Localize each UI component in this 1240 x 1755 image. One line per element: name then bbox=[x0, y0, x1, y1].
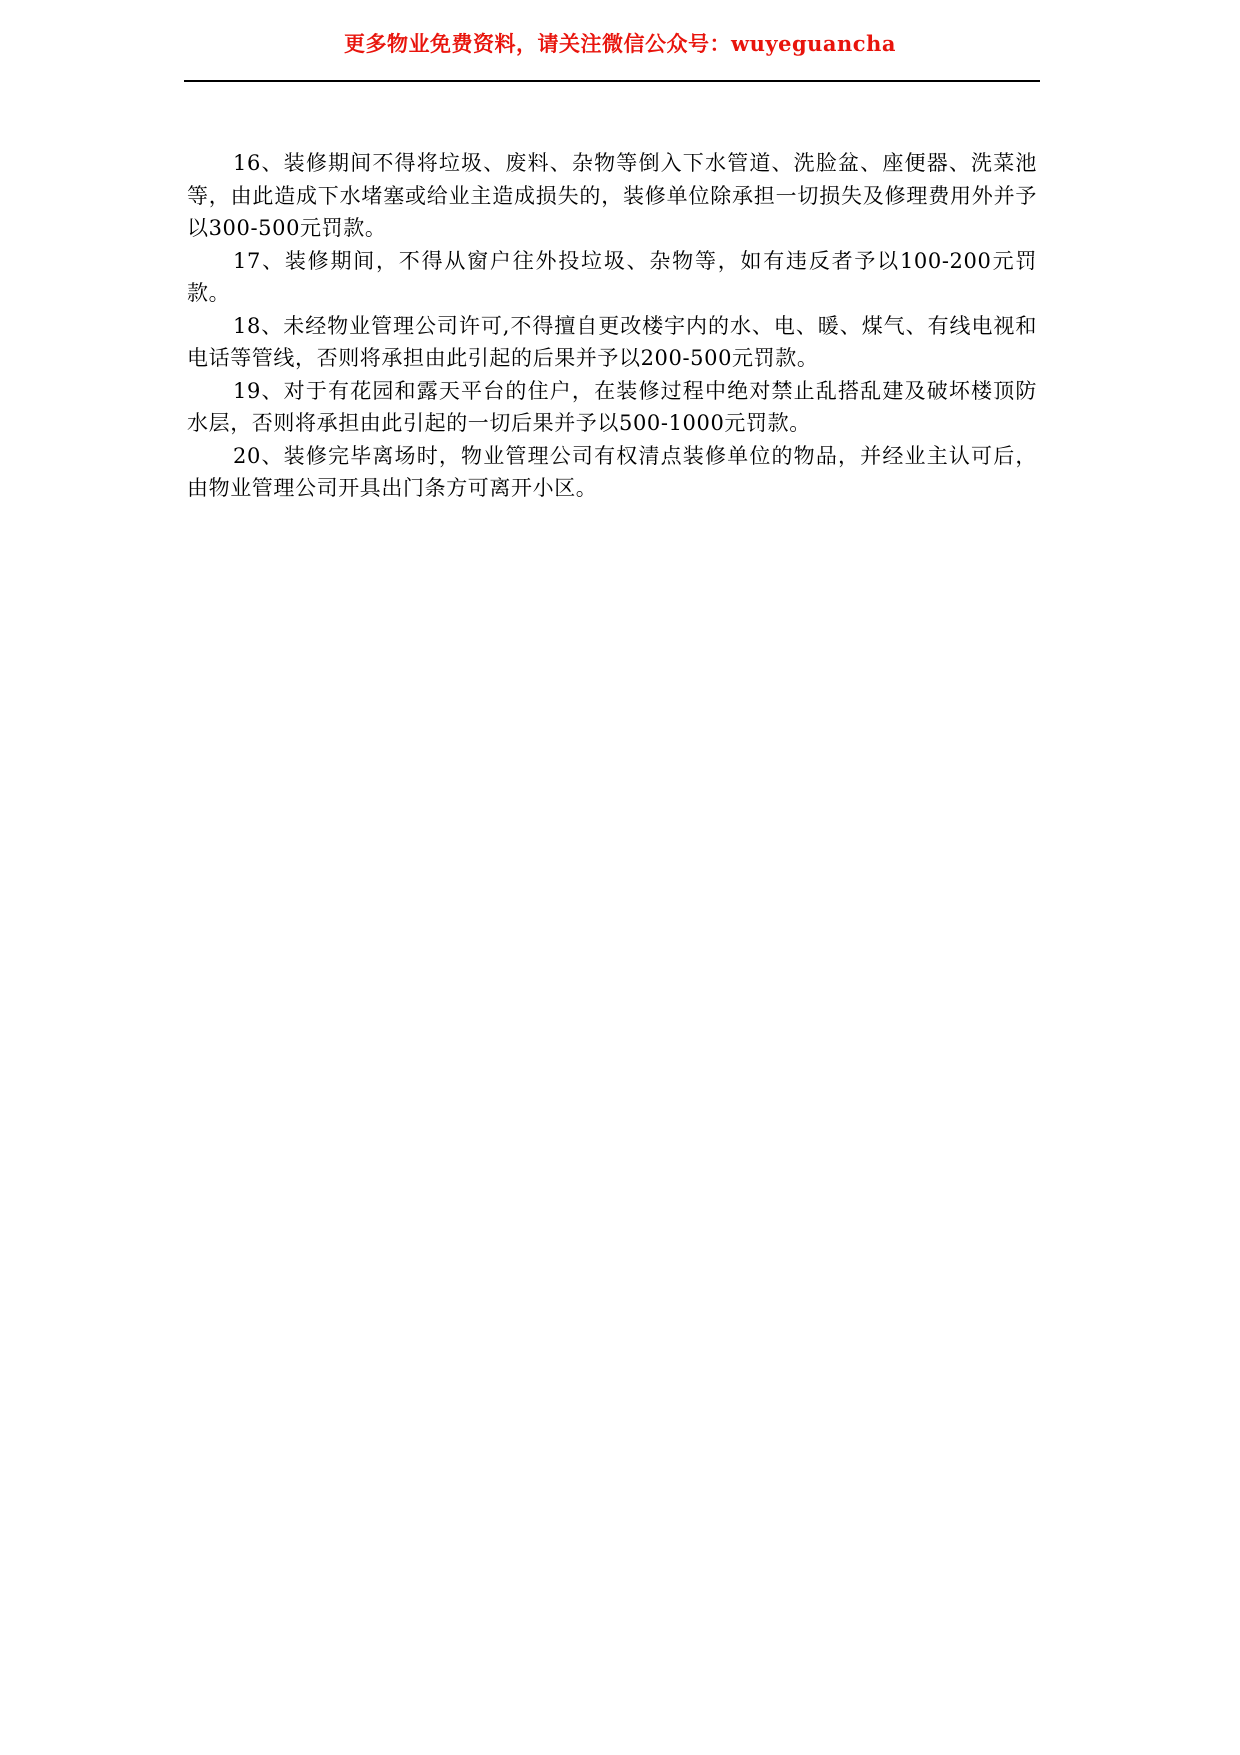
clause-18: 18、未经物业管理公司许可,不得擅自更改楼宇内的水、电、暖、煤气、有线电视和电话等管线，否则将承担由此引起的后果并予以200-500元罚款。 bbox=[187, 313, 1037, 370]
clause-19: 19、对于有花园和露天平台的住户，在装修过程中绝对禁止乱搭乱建及破坏楼顶防水层，否则将承担由此引起的一切后果并予以500-1000元罚款。 bbox=[187, 378, 1037, 435]
header-divider bbox=[184, 80, 1040, 82]
clause-16: 16、装修期间不得将垃圾、废料、杂物等倒入下水管道、洗脸盆、座便器、洗菜池等，由此造成下水堵塞或给业主造成损失的，装修单位除承担一切损失及修理费用外并予以300-500元罚款。 bbox=[187, 151, 1037, 240]
clause-17: 17、装修期间，不得从窗户往外投垃圾、杂物等，如有违反者予以100-200元罚款。 bbox=[187, 248, 1037, 305]
document-body bbox=[187, 147, 1037, 505]
header-notice: 更多物业免费资料，请关注微信公众号：wuyeguancha bbox=[344, 31, 896, 56]
clause-20: 20、装修完毕离场时，物业管理公司有权清点装修单位的物品，并经业主认可后，由物业管理公司开具出门条方可离开小区。 bbox=[187, 443, 1037, 500]
